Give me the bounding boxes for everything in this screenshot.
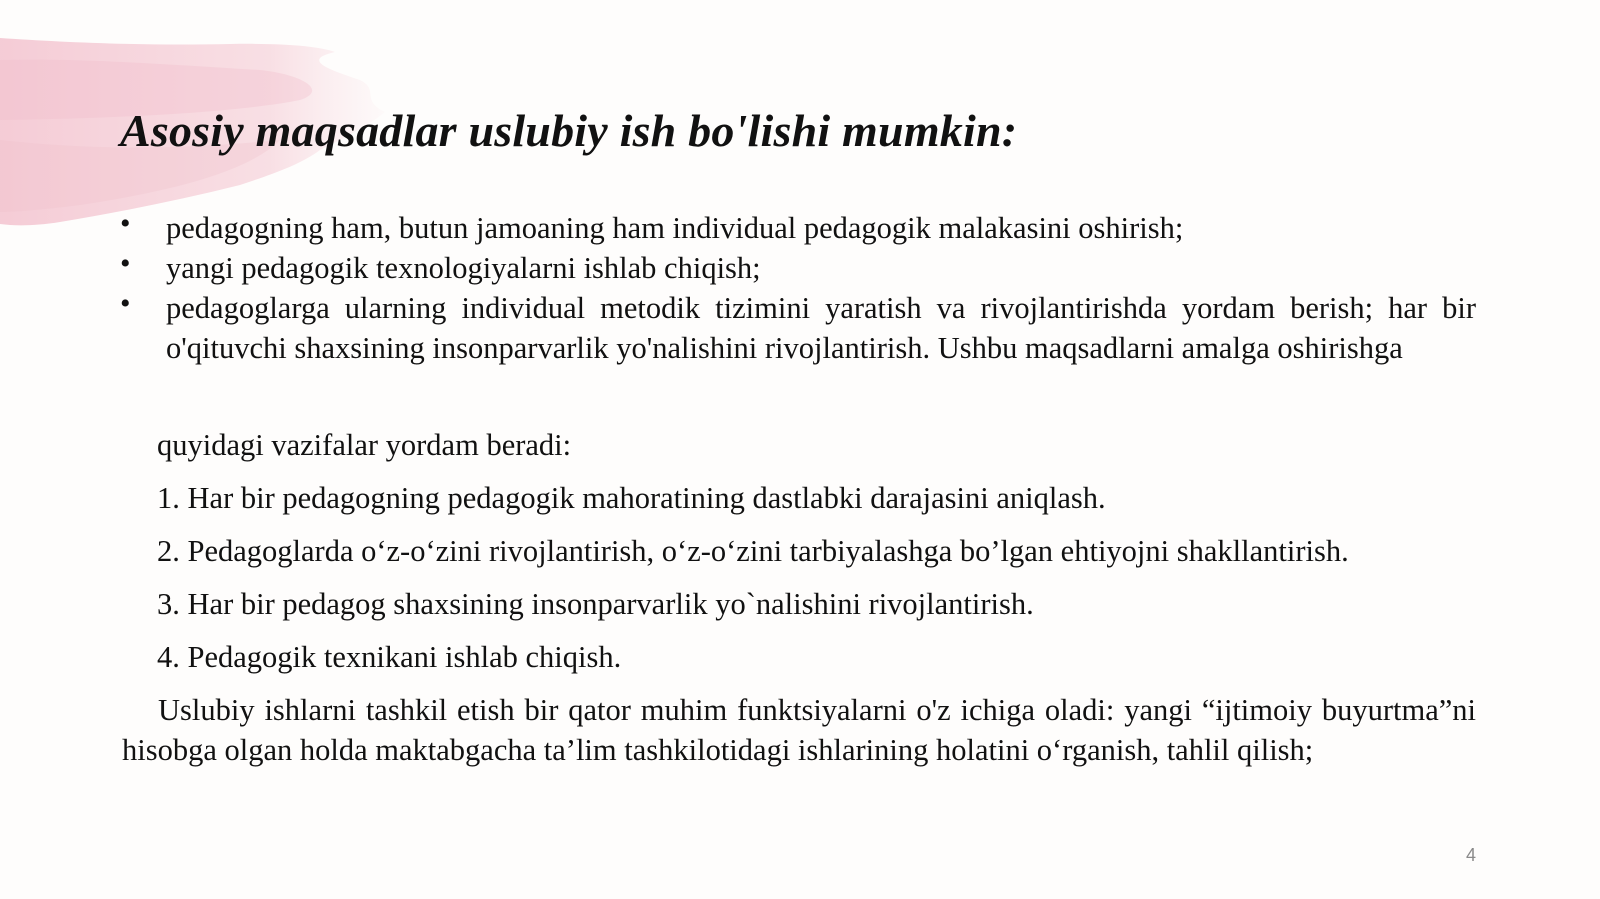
numbered-task-4: 4. Pedagogik texnikani ishlab chiqish. <box>157 640 622 674</box>
slide-title: Asosiy maqsadlar uslubiy ish bo'lishi mumkin: <box>120 105 1018 156</box>
bullet-item <box>120 248 1476 288</box>
bullet-text: yangi pedagogik texnologiyalarni ishlab chiqish; <box>166 251 761 285</box>
goals-bullet-list <box>120 208 1476 368</box>
numbered-task-2: 2. Pedagoglarda o‘z-o‘zini rivojlantirish, o‘z-o‘zini tarbiyalashga bo’lgan ehtiyojni shakllantirish. <box>157 534 1349 568</box>
page-number: 4 <box>1465 845 1476 865</box>
bullet-icon: • <box>120 247 131 280</box>
bullet-item <box>120 208 1476 248</box>
bullet-text: pedagoglarga ularning individual metodik tizimini yaratish va rivojlantirishda yordam berish; har bir o'qituvchi shaxsining insonparvarlik yo'nalishini rivojlantirish. Ushbu maqsadlarni amalga oshirishga <box>166 291 1476 365</box>
bullet-text: pedagogning ham, butun jamoaning ham individual pedagogik malakasini oshirish; <box>166 211 1184 245</box>
bullet-icon: • <box>120 287 131 320</box>
numbered-task-1: 1. Har bir pedagogning pedagogik mahoratining dastlabki darajasini aniqlash. <box>157 481 1106 515</box>
numbered-task-3: 3. Har bir pedagog shaxsining insonparvarlik yo`nalishini rivojlantirish. <box>157 587 1034 621</box>
bullet-icon: • <box>120 207 131 240</box>
bullet-item <box>120 288 1476 368</box>
tasks-intro-text: quyidagi vazifalar yordam beradi: <box>157 428 572 462</box>
closing-paragraph: Uslubiy ishlarni tashkil etish bir qator muhim funktsiyalarni o'z ichiga oladi: yangi “ijtimoiy buyurtma”ni hisobga olgan holda maktabgacha ta’lim tashkilotidagi ishlarining holatini o‘rganish, tahlil qilish; <box>122 693 1476 767</box>
